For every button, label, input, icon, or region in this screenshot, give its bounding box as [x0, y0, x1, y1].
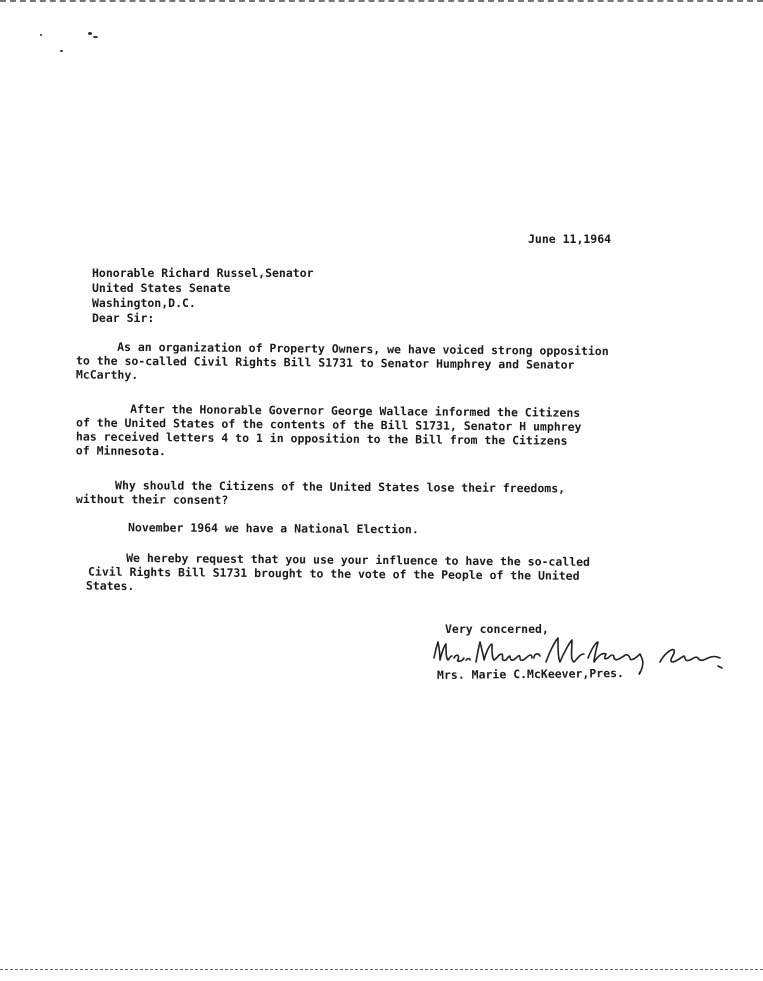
paragraph-line: of the United States of the contents of the Bill S1731, Senator H umphrey [76, 415, 582, 434]
paragraph-line: Why should the Citizens of the United States lose their freedoms, [115, 478, 566, 496]
closing: Very concerned, [445, 622, 549, 636]
paragraph-line: After the Honorable Governor George Wallace informed the Citizens [130, 401, 581, 420]
paragraph-line: without their consent? [75, 491, 229, 508]
recipient-office: United States Senate [92, 281, 231, 295]
paragraph-line: We hereby request that you use your influence to have the so-called [126, 550, 591, 569]
paragraph-line: November 1964 we have a National Election. [127, 520, 419, 537]
paragraph-3 [76, 478, 666, 510]
paragraph-line: of Minnesota. [75, 443, 166, 459]
recipient-city: Washington,D.C. [92, 296, 196, 310]
scan-speck [60, 50, 63, 52]
signer-name: Mrs. Marie C.McKeever,Pres. [436, 666, 625, 682]
paragraph-1 [76, 339, 666, 386]
bottom-scan-edge [0, 969, 763, 972]
paragraph-line: McCarthy. [75, 367, 139, 382]
top-scan-edge [0, 0, 763, 4]
paragraph-4 [76, 520, 666, 538]
paragraph-line: to the so-called Civil Rights Bill S1731 to Senator Humphrey and Senator [75, 353, 575, 372]
letter-date: June 11,1964 [528, 232, 612, 246]
paragraph-line: As an organization of Property Owners, we have voiced strong opposition [117, 339, 609, 359]
recipient-name: Honorable Richard Russel,Senator [92, 266, 314, 280]
scan-speck [88, 32, 92, 35]
paragraph-5 [76, 550, 666, 597]
paragraph-line: States. [85, 578, 135, 593]
scan-speck [40, 34, 42, 36]
paragraph-line: Civil Rights Bill S1731 brought to the vote of the People of the United [87, 564, 580, 583]
paragraph-line: has received letters 4 to 1 in opposition to the Bill from the Citizens [75, 429, 568, 448]
scan-speck [93, 36, 98, 38]
paragraph-2 [76, 401, 666, 462]
salutation: Dear Sir: [92, 311, 155, 325]
